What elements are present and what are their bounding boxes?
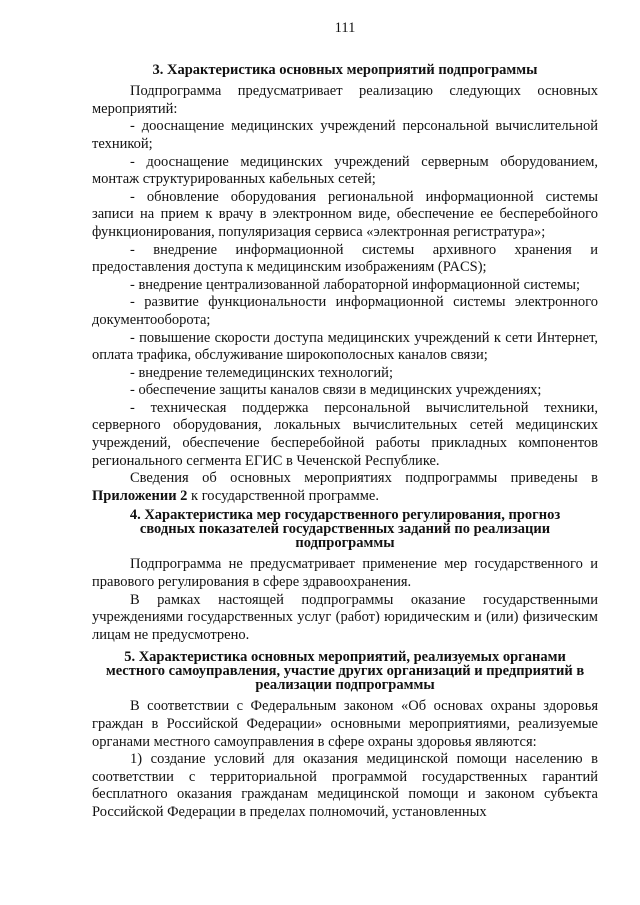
list-item: - дооснащение медицинских учреждений персональной вычислительной техникой; [92, 118, 598, 152]
page-number: 111 [334, 20, 356, 36]
section-4-heading-line3: подпрограммы [295, 535, 395, 552]
section-5-heading-line2: местного самоуправления, участие других организаций и предприятий в [105, 663, 585, 680]
list-item: - обеспечение защиты каналов связи в медицинских учреждениях; [130, 382, 542, 399]
list-item: - развитие функциональности информационной системы электронного документооборота; [92, 294, 598, 328]
section-3-heading: 3. Характеристика основных мероприятий подпрограммы [152, 61, 538, 78]
section-3-closing [92, 470, 598, 505]
section-5-para2: 1) создание условий для оказания медицинской помощи населению в соответствии с территориальной программой государственных гарантий бесплатного оказания гражданам медицинской помощи и законом субъекта Российской Федерации в пределах полномочий, установленных [92, 751, 598, 820]
list-item: - внедрение централизованной лабораторной информационной системы; [130, 276, 580, 293]
section-5-heading-line3: реализации подпрограммы [255, 677, 435, 694]
list-item: - дооснащение медицинских учреждений серверным оборудованием, монтаж структурированных кабельных сетей; [92, 153, 598, 188]
section-3-intro: Подпрограмма предусматривает реализацию следующих основных мероприятий: [92, 83, 598, 117]
appendix-reference: Приложении 2 [92, 487, 188, 504]
section-4-heading [92, 508, 598, 550]
closing-text-after: к государственной программе. [187, 487, 379, 504]
list-item: - повышение скорости доступа медицинских учреждений к сети Интернет, оплата трафика, обслуживание широкополосных каналов связи; [92, 329, 598, 364]
section-4-heading-line1: 4. Характеристика мер государственного регулирования, прогноз [129, 507, 561, 524]
section-4-para2: В рамках настоящей подпрограммы оказание государственными учреждениями государственных услуг (работ) юридическим и (или) физическим лицам не предусмотрено. [92, 591, 598, 643]
section-5-heading [92, 650, 598, 692]
closing-text-before: Сведения об основных мероприятиях подпрограммы приведены в [130, 470, 598, 487]
section-5-para1: В соответствии с Федеральным законом «Об основах охраны здоровья граждан в Российской Федерации» основными мероприятиями, реализуемые органами местного самоуправления в сфере охраны здоровья являются: [92, 698, 598, 750]
list-item: - техническая поддержка персональной вычислительной техники, серверного оборудования, локальных вычислительных сетей медицинских учреждений, обеспечение бесперебойной работы прикладных компонентов регионального сегмента ЕГИС в Чеченской Республике. [92, 399, 598, 469]
list-item: - внедрение информационной системы архивного хранения и предоставления доступа к медицинским изображениям (PACS); [92, 241, 598, 276]
document-page [92, 20, 598, 822]
list-item: - внедрение телемедицинских технологий; [130, 364, 393, 381]
section-4-para1: Подпрограмма не предусматривает применение мер государственного и правового регулирования в сфере здравоохранения. [92, 556, 598, 591]
section-4-heading-line2: сводных показателей государственных заданий по реализации [139, 521, 551, 538]
list-item: - обновление оборудования региональной информационной системы записи на прием к врачу в электронном виде, обеспечение ее бесперебойного функционирования, популяризация сервиса «электронная регистратура»; [92, 188, 598, 240]
section-5-heading-line1: 5. Характеристика основных мероприятий, реализуемых органами [124, 649, 566, 666]
